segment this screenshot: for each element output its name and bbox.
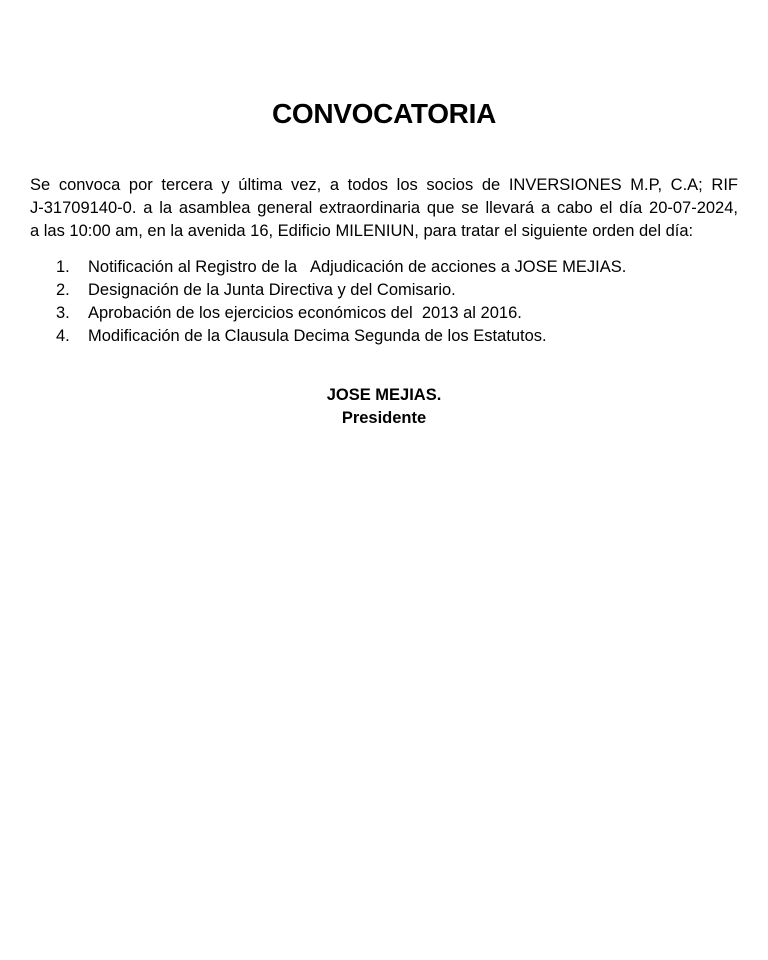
agenda-item-text: Modificación de la Clausula Decima Segunda de los Estatutos.: [88, 327, 547, 345]
agenda-item-number: 2.: [56, 281, 70, 299]
agenda-item: [56, 325, 736, 348]
intro-paragraph: [30, 174, 738, 243]
agenda-item-text: Notificación al Registro de la Adjudicación de acciones a JOSE MEJIAS.: [88, 258, 627, 276]
agenda-list: [56, 256, 736, 348]
signature-name: JOSE MEJIAS.: [326, 386, 442, 404]
agenda-item-text: Designación de la Junta Directiva y del Comisario.: [88, 281, 456, 299]
agenda-item: [56, 279, 736, 302]
agenda-item: [56, 302, 736, 325]
agenda-item-number: 4.: [56, 327, 70, 345]
agenda-item-text: Aprobación de los ejercicios económicos del 2013 al 2016.: [88, 304, 522, 322]
agenda-item: [56, 256, 736, 279]
intro-line: a las 10:00 am, en la avenida 16, Edificio MILENIUN, para tratar el siguiente orden del día:: [30, 222, 694, 240]
signature-role: Presidente: [341, 409, 427, 427]
agenda-item-number: 1.: [56, 258, 70, 276]
document-title: CONVOCATORIA: [271, 98, 497, 129]
signature-block: [0, 384, 768, 430]
agenda-item-number: 3.: [56, 304, 70, 322]
intro-line: J-31709140-0. a la asamblea general extraordinaria que se llevará a cabo el día 20-07-2024,: [30, 199, 738, 217]
intro-line: Se convoca por tercera y última vez, a todos los socios de INVERSIONES M.P, C.A; RIF: [30, 176, 738, 194]
